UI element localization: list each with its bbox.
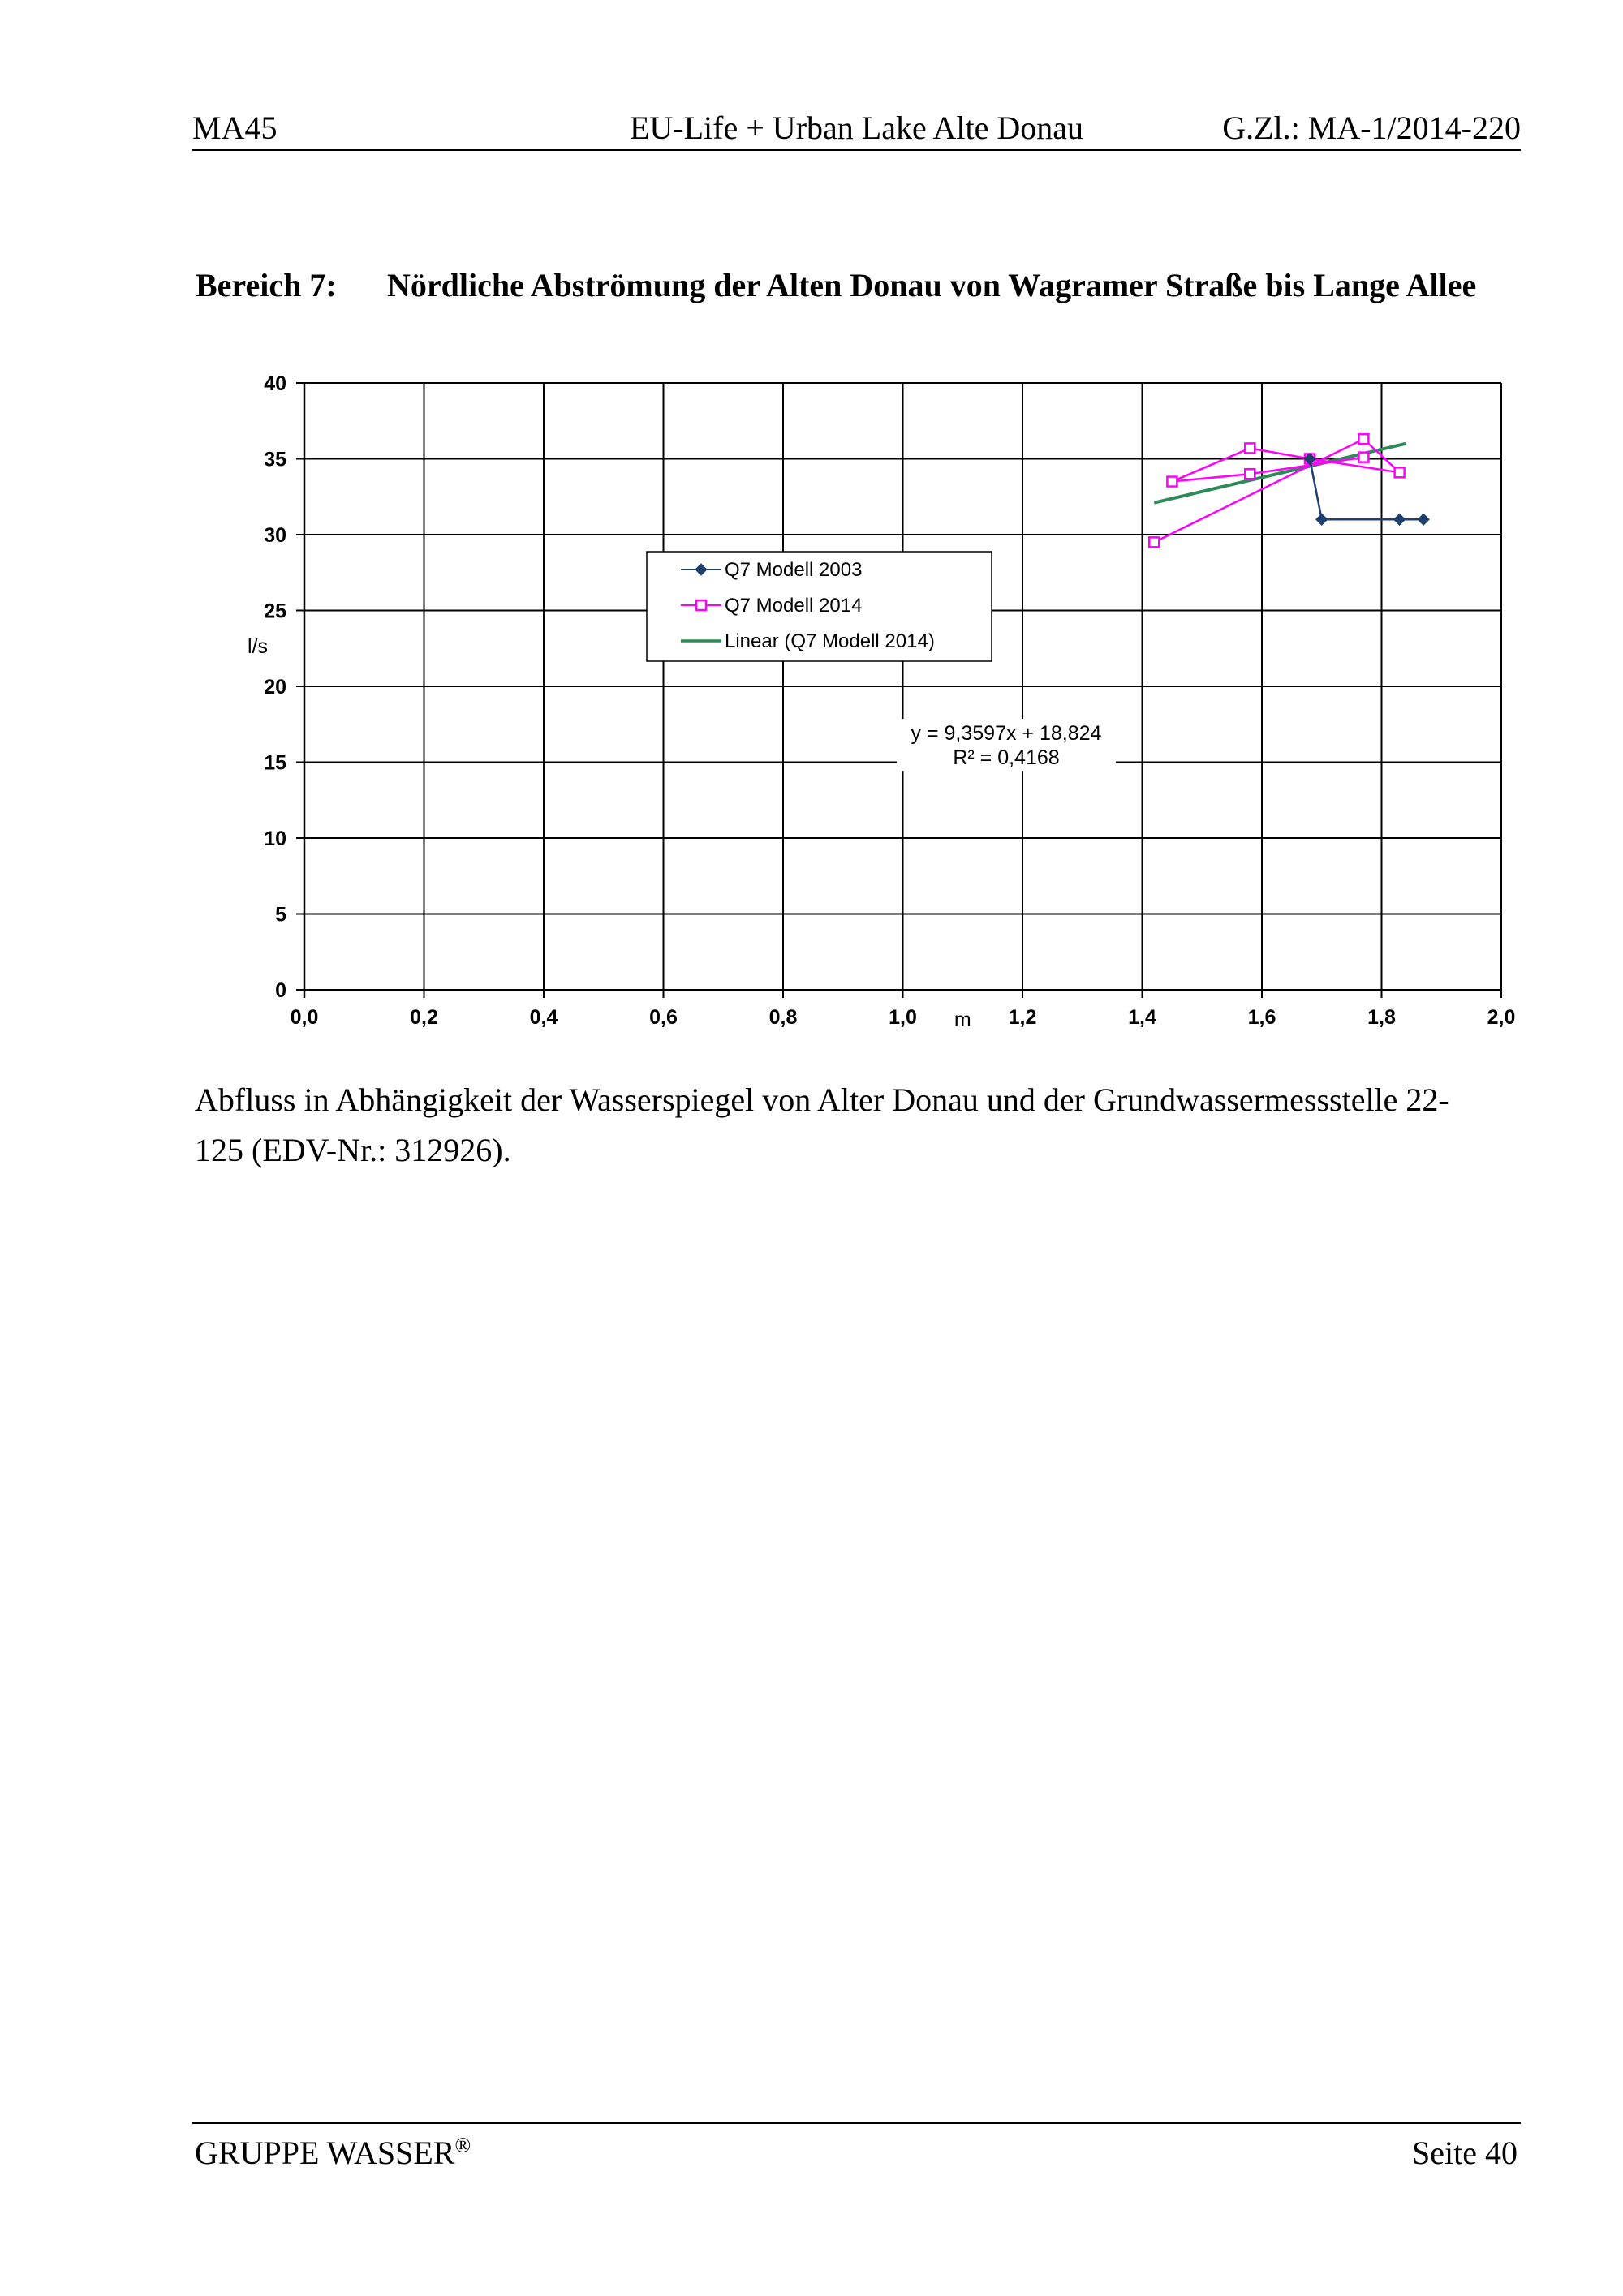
footer-company: [195, 2129, 471, 2178]
y-tick-label: 20: [264, 676, 286, 699]
data-point-square: [1358, 434, 1368, 444]
discharge-chart: [227, 357, 1542, 1047]
page-header: [192, 104, 1521, 153]
y-tick-label: 25: [264, 600, 286, 623]
header-department: MA45: [192, 110, 278, 146]
data-point-square: [696, 600, 706, 610]
y-tick-label: 40: [264, 372, 286, 395]
footer-company-name: GRUPPE WASSER: [195, 2135, 455, 2171]
data-point-diamond: [1418, 514, 1429, 525]
registered-mark: ®: [454, 2133, 471, 2157]
y-tick-label: 15: [264, 751, 286, 775]
header-reference-number: G.Zl.: MA-1/2014-220: [1222, 110, 1521, 146]
x-tick-label: 1,2: [1008, 1006, 1037, 1029]
section-number: Bereich 7:: [196, 267, 337, 303]
chart-caption: Abfluss in Abhängigkeit der Wasserspiegel von Alter Donau und der Grundwassermessstelle 22-125 (EDV-Nr.: 312926).: [195, 1081, 1449, 1168]
regression-annotation: [897, 719, 1116, 771]
chart-legend: [647, 552, 992, 661]
x-tick-label: 1,4: [1128, 1006, 1156, 1029]
data-point-square: [1149, 537, 1159, 547]
x-tick-label: 0,4: [529, 1006, 558, 1029]
footer-page-number: Seite 40: [1412, 2135, 1518, 2171]
x-tick-label: 0,2: [410, 1006, 438, 1029]
y-tick-label: 35: [264, 448, 286, 471]
x-tick-label: 1,0: [889, 1006, 917, 1029]
chart-grid: [296, 383, 1501, 998]
chart-tick-labels: [264, 372, 1515, 1029]
page-footer: [192, 2122, 1521, 2179]
data-point-square: [1245, 443, 1255, 453]
x-tick-label: 0,8: [768, 1006, 798, 1029]
header-project-title: EU-Life + Urban Lake Alte Donau: [629, 110, 1084, 146]
legend-label: Linear (Q7 Modell 2014): [725, 630, 935, 652]
data-point-diamond: [1316, 514, 1328, 525]
chart-series-layer: [1149, 434, 1429, 547]
regression-r-squared: R² = 0,4168: [953, 746, 1060, 770]
data-point-square: [1358, 453, 1368, 462]
legend-label: Q7 Modell 2003: [725, 559, 863, 581]
x-tick-label: 1,8: [1367, 1006, 1396, 1029]
legend-label: Q7 Modell 2014: [725, 595, 863, 617]
section-heading: [196, 261, 1526, 310]
data-point-square: [1167, 477, 1177, 487]
x-tick-label: 1,6: [1247, 1006, 1276, 1029]
x-tick-label: 0,0: [290, 1006, 319, 1029]
y-tick-label: 10: [264, 828, 286, 850]
y-tick-label: 30: [264, 524, 286, 547]
regression-equation: y = 9,3597x + 18,824: [911, 722, 1102, 746]
y-tick-label: 0: [275, 979, 286, 1002]
y-axis-label: l/s: [248, 634, 268, 658]
y-tick-label: 5: [275, 903, 286, 927]
data-point-diamond: [1394, 514, 1406, 525]
x-tick-label: 0,6: [649, 1006, 678, 1029]
x-axis-label: m: [954, 1008, 971, 1031]
x-tick-label: 2,0: [1487, 1006, 1516, 1029]
data-point-square: [1245, 469, 1255, 479]
header-divider: [192, 149, 1521, 151]
section-title: Nördliche Abströmung der Alten Donau von Wagramer Straße bis Lange Allee: [387, 267, 1477, 303]
data-point-square: [1395, 467, 1405, 477]
